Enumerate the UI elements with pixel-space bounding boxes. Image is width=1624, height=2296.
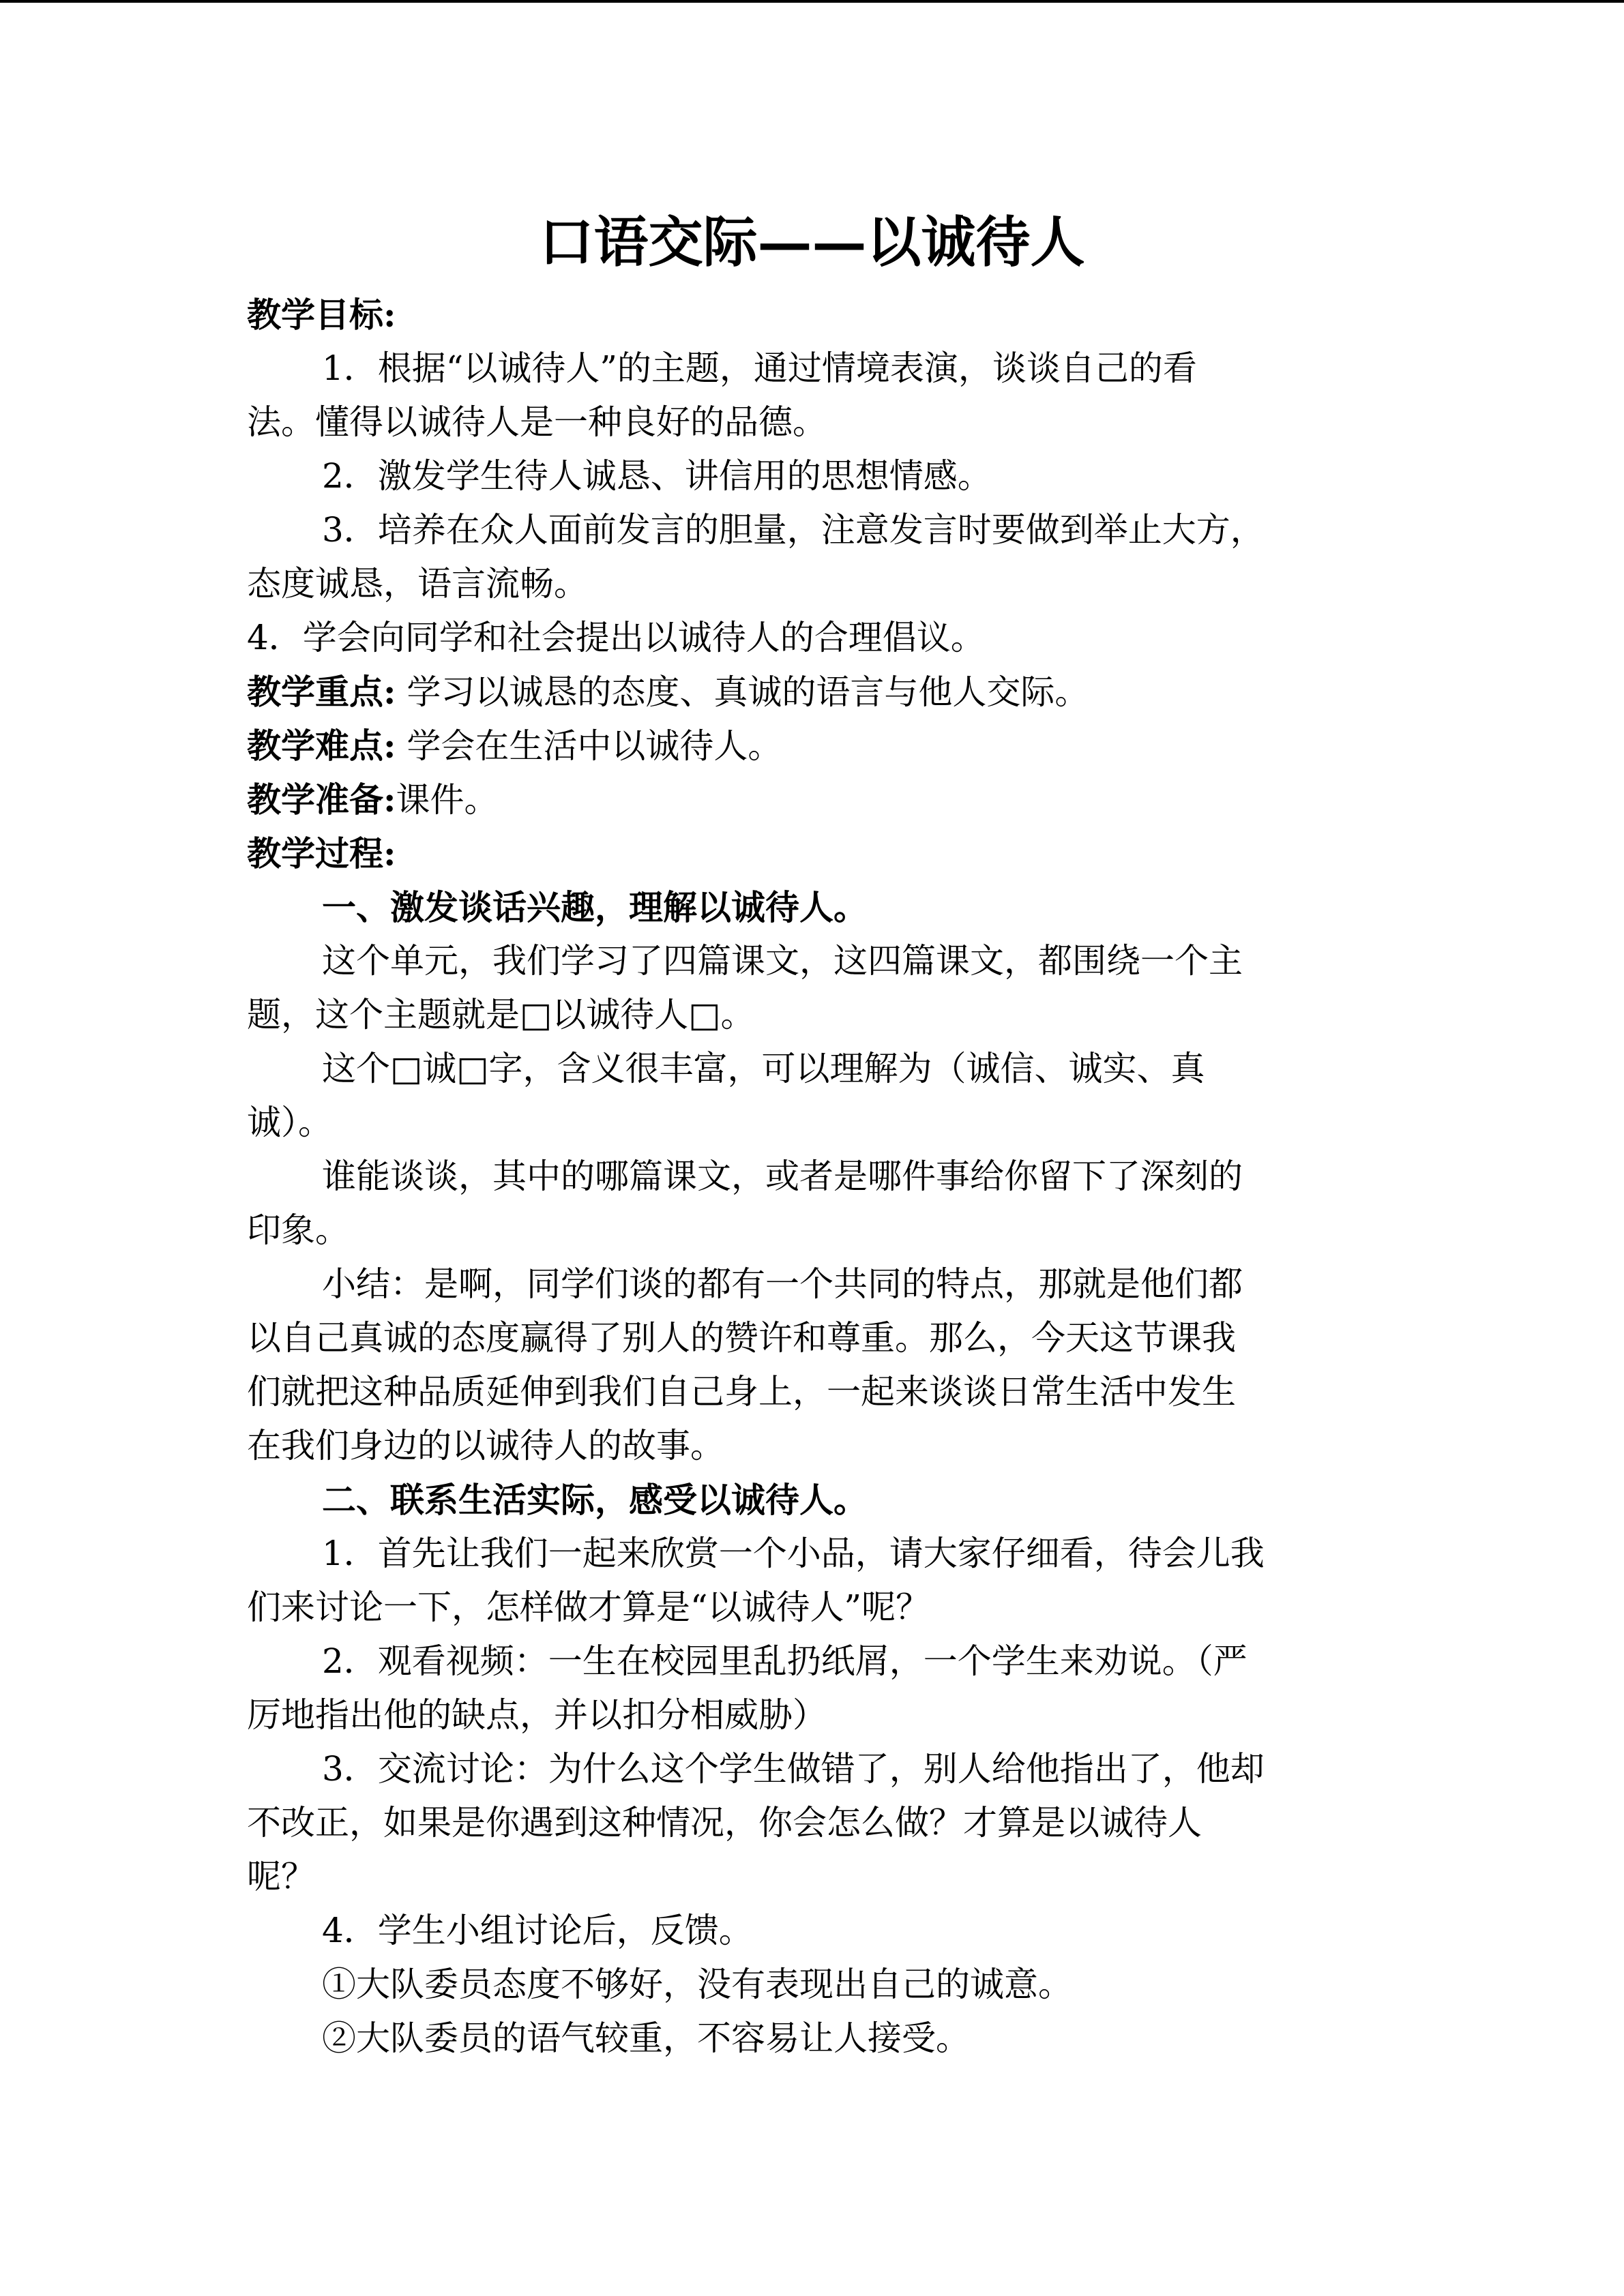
part1-para-4-line-3: 们就把这种品质延伸到我们自己身上，一起来谈谈日常生活中发生: [247, 1372, 1236, 1412]
part1-para-1-line-2: 题，这个主题就是□以诚待人□。: [247, 995, 755, 1034]
part2-para-1-line-1: 1．首先让我们一起来欣赏一个小品，请大家仔细看，待会儿我: [322, 1534, 1265, 1573]
objective-4-line-1: 4．学会向同学和社会提出以诚待人的合理倡议。: [247, 618, 985, 657]
part1-para-1-line-1: 这个单元，我们学习了四篇课文，这四篇课文，都围绕一个主: [322, 941, 1243, 981]
part2-para-4-line-1: 4．学生小组讨论后，反馈。: [322, 1911, 753, 1950]
part1-para-2-line-1: 这个□诚□字，含义很丰富，可以理解为（诚信、诚实、真: [322, 1049, 1205, 1088]
document-body: [247, 288, 1379, 2066]
part2-para-3-line-2: 不改正，如果是你遇到这种情况，你会怎么做？才算是以诚待人: [247, 1803, 1202, 1843]
objective-1-line-2: 法。懂得以诚待人是一种良好的品德。: [247, 402, 827, 442]
part2-feedback-2: ②大队委员的语气较重，不容易让人接受。: [322, 2018, 970, 2058]
objective-3-line-1: 3．培养在众人面前发言的胆量，注意发言时要做到举止大方，: [322, 510, 1265, 550]
part1-heading: 一、激发谈话兴趣，理解以诚待人。: [322, 887, 868, 927]
part2-heading: 二、联系生活实际，感受以诚待人。: [322, 1480, 868, 1520]
objective-2-line-1: 2．激发学生待人诚恳、讲信用的思想情感。: [322, 456, 992, 496]
key-point-row: [247, 665, 1379, 719]
objectives-heading: 教学目标:: [247, 295, 396, 335]
part2-para-2-line-2: 厉地指出他的缺点，并以扣分相威胁）: [247, 1695, 827, 1735]
preparation-row: [247, 773, 1379, 826]
part1-para-2-line-2: 诚）。: [247, 1103, 332, 1142]
preparation-label: 教学准备:: [247, 779, 396, 820]
objective-1-line-1: 1．根据“以诚待人”的主题，通过情境表演，谈谈自己的看: [322, 348, 1197, 388]
preparation-text: 课件。: [396, 780, 499, 820]
process-heading: 教学过程:: [247, 833, 396, 874]
part1-para-3-line-1: 谁能谈谈，其中的哪篇课文，或者是哪件事给你留下了深刻的: [322, 1157, 1243, 1196]
part2-para-2-line-1: 2．观看视频：一生在校园里乱扔纸屑，一个学生来劝说。（严: [322, 1641, 1247, 1681]
part1-para-3-line-2: 印象。: [247, 1210, 349, 1250]
part1-para-4-line-4: 在我们身边的以诚待人的故事。: [247, 1426, 724, 1465]
part2-feedback-1: ①大队委员态度不够好，没有表现出自己的诚意。: [322, 1965, 1072, 2004]
difficulty-text: 学会在生活中以诚待人。: [396, 726, 782, 766]
part1-para-4-line-1: 小结：是啊，同学们谈的都有一个共同的特点，那就是他们都: [322, 1264, 1243, 1304]
objective-3-line-2: 态度诚恳，语言流畅。: [247, 564, 588, 603]
part2-para-3-line-1: 3．交流讨论：为什么这个学生做错了，别人给他指出了，他却: [322, 1749, 1265, 1789]
key-point-label: 教学重点:: [247, 672, 396, 712]
difficulty-row: [247, 719, 1379, 773]
difficulty-label: 教学难点:: [247, 726, 396, 766]
part2-para-3-line-3: 呢？: [247, 1857, 315, 1896]
part1-para-4-line-2: 以自己真诚的态度赢得了别人的赞许和尊重。那么，今天这节课我: [247, 1318, 1236, 1358]
part2-para-1-line-2: 们来讨论一下，怎样做才算是“以诚待人”呢？: [247, 1587, 930, 1627]
page-top-border: [0, 0, 1624, 3]
document-title: 口语交际——以诚待人: [539, 210, 1085, 274]
key-point-text: 学习以诚恳的态度、真诚的语言与他人交际。: [396, 672, 1089, 712]
